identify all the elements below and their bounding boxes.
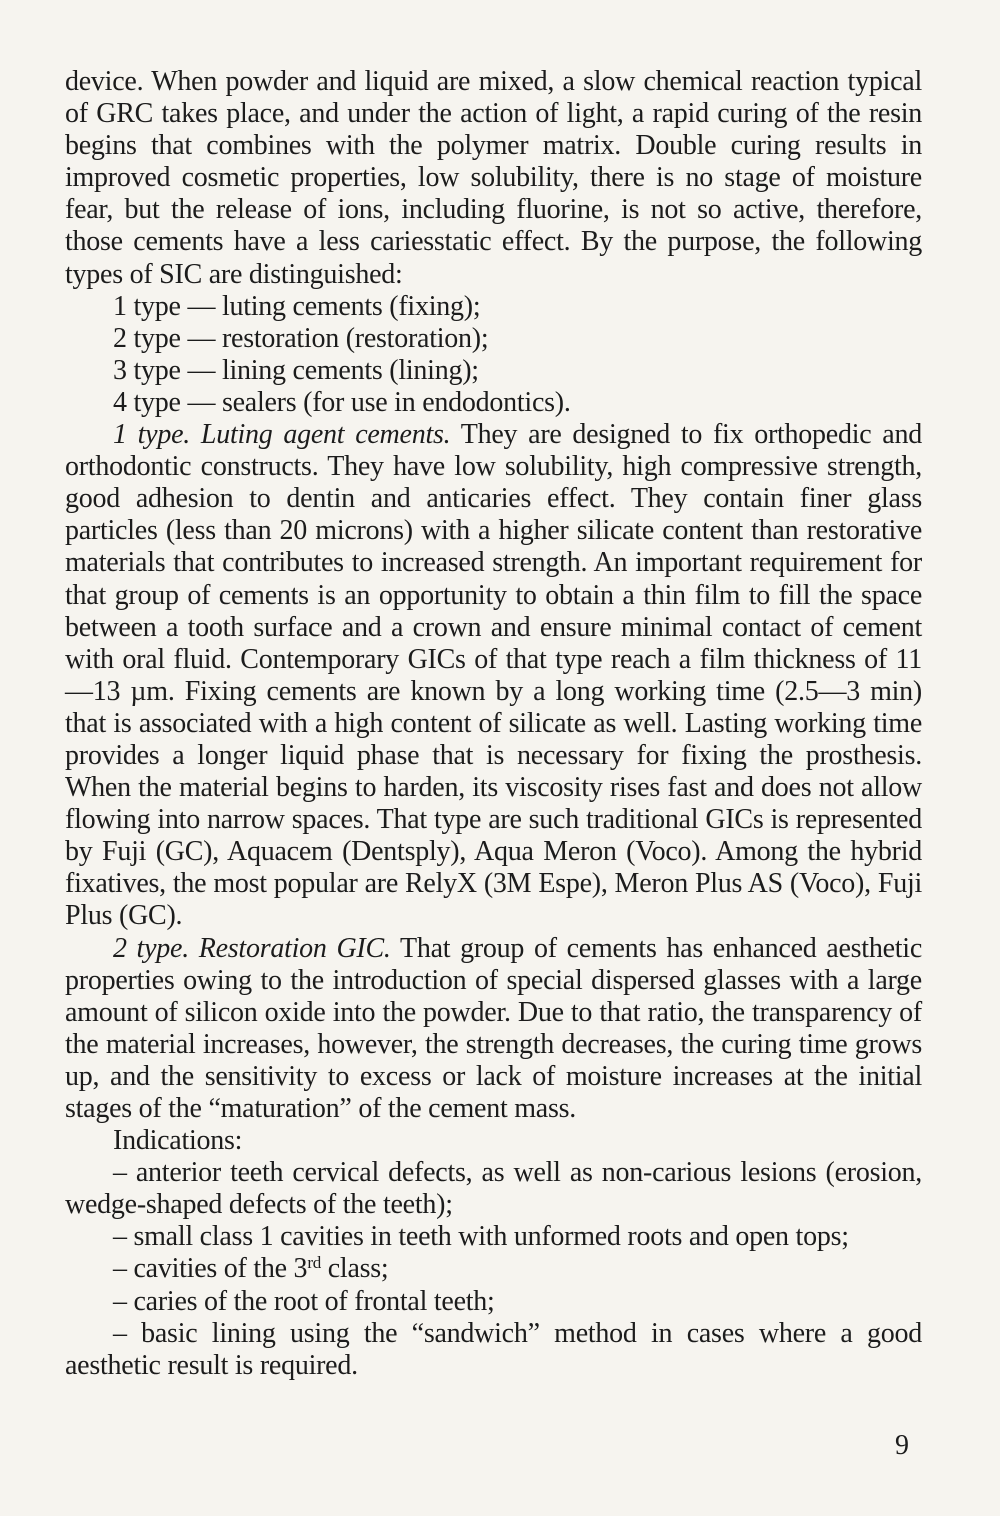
indications-label: Indications: <box>113 1125 243 1157</box>
indication-item-2: – small class 1 cavities in teeth with unformed roots and open tops; <box>113 1221 849 1253</box>
indication-item-3 <box>65 1253 922 1285</box>
ordinal-superscript: rd <box>307 1253 321 1273</box>
indication-item-3-text: – cavities of the 3 <box>113 1253 308 1285</box>
indication-item-4: – caries of the root of frontal teeth; <box>113 1285 495 1317</box>
type2-text: That group of cements has enhanced aesthetic properties owing to the introduction of special dispersed glasses with a large amount of silicon oxide into the powder. Due to that ratio, the transparency of the material increases, however, the strength decreases, the curing time grows up, and the sensitivity to excess or lack of moisture increases at the initial stages of the “maturation” of the cement mass. <box>65 932 922 1124</box>
page-body <box>65 66 922 1382</box>
paragraph-intro: device. When powder and liquid are mixed, a slow chemical reaction typical of GRC takes place, and under the action of light, a rapid curing of the resin begins that combines with the polymer matrix. Double curing results in improved cosmetic properties, low solubility, there is no stage of moisture fear, but the release of ions, including fluorine, is not so active, therefore, those cements have a less cariesstatic effect. By the purpose, the following types of SIC are distinguished: <box>65 66 922 290</box>
indication-item-1: – anterior teeth cervical defects, as well as non-carious lesions (erosion, wedge-shaped defects of the teeth); <box>65 1157 922 1221</box>
type1-text: They are designed to fix orthopedic and orthodontic constructs. They have low solubility, high compressive strength, good adhesion to dentin and anticaries effect. They contain finer glass particles (less than 20 microns) with a higher silicate content than restorative materials that contributes to increased strength. An important requirement for that group of cements is an opportunity to obtain a thin film to fill the space between a tooth surface and a crown and ensure minimal contact of cement with oral fluid. Contemporary GICs of that type reach a film thickness of 11—13 µm. Fixing cements are known by a long working time (2.5—3 min) that is associated with a high content of silicate as well. Lasting working time provides a longer liquid phase that is necessary for fixing the prosthesis. When the material begins to harden, its viscosity rises fast and does not allow flowing into narrow spaces. That type are such traditional GICs is represented by Fuji (GC), Aquacem (Dentsply), Aqua Meron (Voco). Among the hybrid fixatives, the most popular are RelyX (3M Espe), Meron Plus AS (Voco), Fuji Plus (GC). <box>65 419 922 932</box>
page-number: 9 <box>895 1430 909 1461</box>
paragraph-type1 <box>65 419 922 933</box>
indication-item-3-tail: class; <box>320 1253 389 1285</box>
type2-heading: 2 type. Restoration GIC. <box>113 932 391 964</box>
type-list-item-1: 1 type — luting cements (fixing); <box>113 290 481 322</box>
type-list-item-2: 2 type — restoration (restoration); <box>113 322 489 354</box>
paragraph-type2 <box>65 933 922 1126</box>
type-list-item-3: 3 type — lining cements (lining); <box>113 354 479 386</box>
type1-heading: 1 type. Luting agent cements. <box>113 419 451 451</box>
indication-item-5: – basic lining using the “sandwich” method in cases where a good aesthetic result is required. <box>65 1317 922 1381</box>
type-list-item-4: 4 type — sealers (for use in endodontics). <box>113 386 571 418</box>
